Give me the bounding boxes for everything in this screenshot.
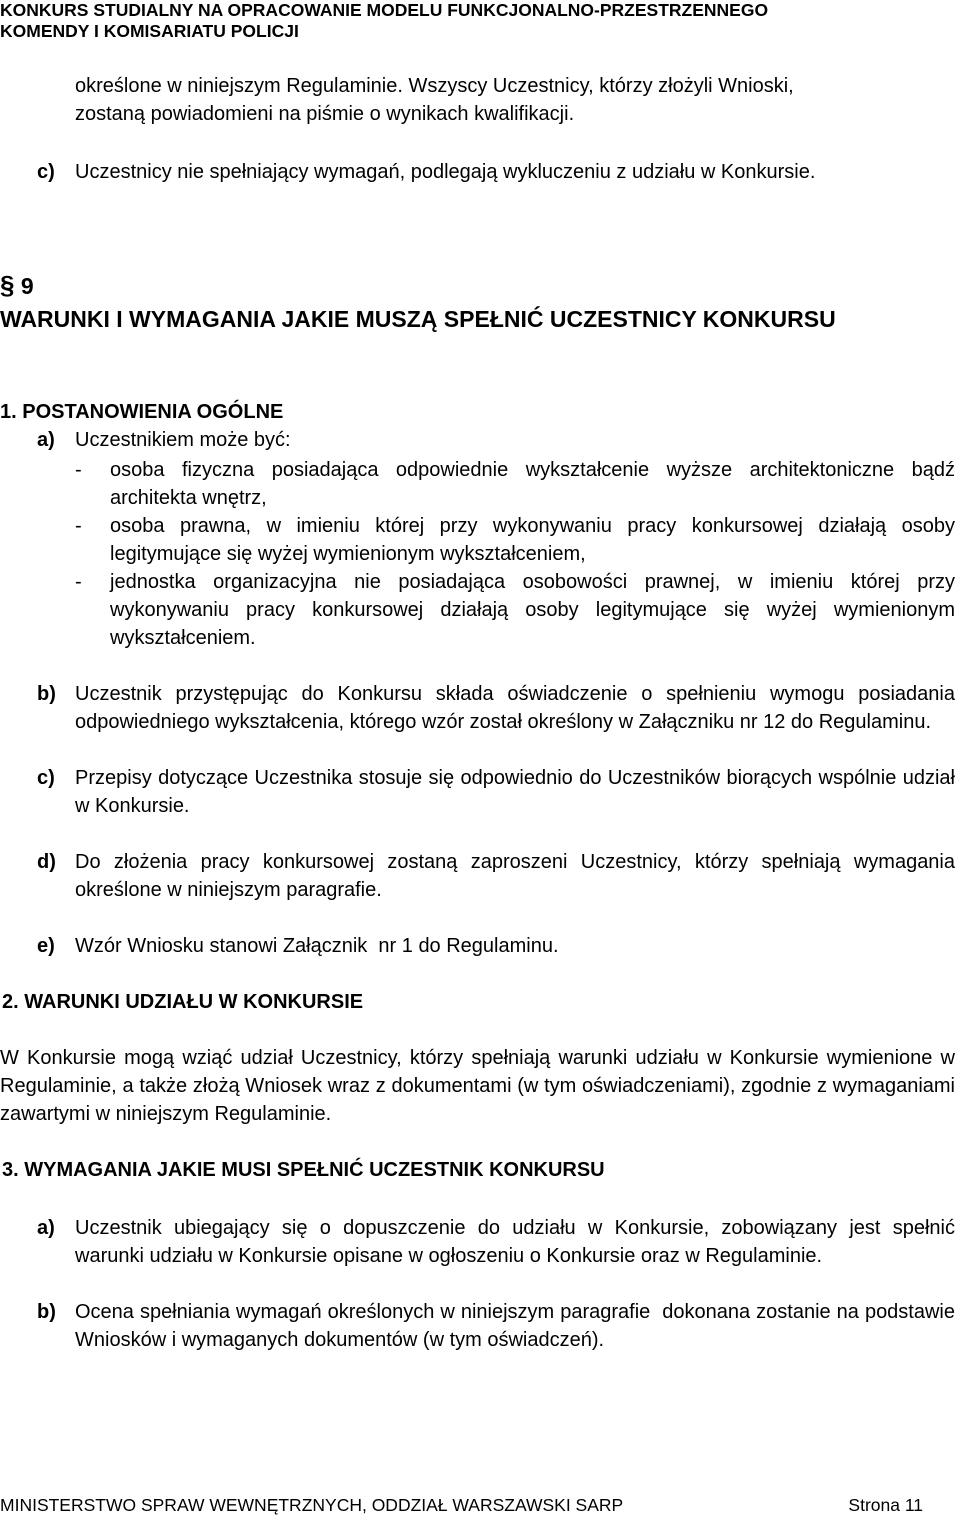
sub1-item-e <box>0 932 960 960</box>
sub1-item-e-text: Wzór Wniosku stanowi Załącznik nr 1 do Regulaminu. <box>75 935 559 957</box>
paragraph-sign: § <box>0 270 15 300</box>
sub1-item-c-label: c) <box>37 767 55 789</box>
bullet-item <box>0 568 960 652</box>
bullet-dash: - <box>75 459 82 481</box>
section-number-value: 9 <box>20 273 34 299</box>
sub3-title: 3. WYMAGANIA JAKIE MUSI SPEŁNIĆ UCZESTNIK KONKURSU <box>2 1159 605 1181</box>
sub3-item-b-text: Ocena spełniania wymagań określonych w niniejszym paragrafie dokonana zostanie na podstawie Wniosków i wymaganych dokumentów (w tym oświadczeń). <box>75 1301 961 1351</box>
page-footer <box>0 1494 960 1516</box>
sub2-paragraph: W Konkursie mogą wziąć udział Uczestnicy, którzy spełniają warunki udziału w Konkursie wymienione w Regulaminie, a także złożą Wniosek wraz z dokumentami (w tym oświadczeniami), zgodnie z wymaganiami zawartymi w niniejszym Regulaminie. <box>0 1047 955 1125</box>
section-number <box>0 268 960 303</box>
intro-line-1: określone w niniejszym Regulaminie. Wszyscy Uczestnicy, którzy złożyli Wnioski, <box>75 75 794 97</box>
sub1-title: 1. POSTANOWIENIA OGÓLNE <box>0 401 284 423</box>
sub1-item-d <box>0 848 960 904</box>
bullet-dash: - <box>75 571 82 593</box>
sub1-item-b-label: b) <box>37 683 56 705</box>
footer-organization: MINISTERSTWO SPRAW WEWNĘTRZNYCH, ODDZIAŁ WARSZAWSKI SARP <box>0 1495 624 1515</box>
intro-line-2: zostaną powiadomieni na piśmie o wynikach kwalifikacji. <box>75 103 575 125</box>
sub2-title: 2. WARUNKI UDZIAŁU W KONKURSIE <box>2 991 364 1013</box>
sub1-item-a-text: Uczestnikiem może być: <box>75 429 291 451</box>
bullet-item <box>0 456 960 512</box>
item-c-top-label: c) <box>37 161 55 183</box>
page-header <box>0 0 960 42</box>
header-line-2: KOMENDY I KOMISARIATU POLICJI <box>0 21 299 41</box>
sub3-item-a <box>0 1214 960 1270</box>
bullet-item <box>0 512 960 568</box>
section-title: WARUNKI I WYMAGANIA JAKIE MUSZĄ SPEŁNIĆ UCZESTNICY KONKURSU <box>0 306 836 332</box>
item-c-top-text: Uczestnicy nie spełniający wymagań, podlegają wykluczeniu z udziału w Konkursie. <box>75 161 816 183</box>
sub1-item-c-text: Przepisy dotyczące Uczestnika stosuje się odpowiednio do Uczestników biorących wspólnie udział w Konkursie. <box>75 767 955 817</box>
bullet-text-1: osoba fizyczna posiadająca odpowiednie wykształcenie wyższe architektoniczne bądź architekta wnętrz, <box>110 459 955 509</box>
sub1-item-a <box>0 426 960 454</box>
item-c-top <box>0 158 960 186</box>
sub1-item-e-label: e) <box>37 935 55 957</box>
sub1-item-c <box>0 764 960 820</box>
sub3-item-a-label: a) <box>37 1217 55 1239</box>
sub1-item-a-label: a) <box>37 429 55 451</box>
bullet-dash: - <box>75 515 82 537</box>
sub1-item-d-label: d) <box>37 851 56 873</box>
intro-paragraph <box>0 72 960 128</box>
sub1-item-b-text: Uczestnik przystępując do Konkursu składa oświadczenie o spełnieniu wymogu posiadania odpowiedniego wykształcenia, którego wzór został określony w Załączniku nr 12 do Regulaminu. <box>75 683 955 733</box>
sub3-item-a-text: Uczestnik ubiegający się o dopuszczenie do udziału w Konkursie, zobowiązany jest spełnić warunki udziału w Konkursie opisane w ogłoszeniu o Konkursie oraz w Regulaminie. <box>75 1217 955 1267</box>
sub1-item-d-text: Do złożenia pracy konkursowej zostaną zaproszeni Uczestnicy, którzy spełniają wymagania określone w niniejszym paragrafie. <box>75 851 955 901</box>
sub1-item-b <box>0 680 960 736</box>
page-number: Strona 11 <box>848 1495 923 1515</box>
sub3-item-b-label: b) <box>37 1301 56 1323</box>
sub3-item-b <box>0 1298 960 1354</box>
bullet-text-2: osoba prawna, w imieniu której przy wykonywaniu pracy konkursowej działają osoby legitymujące się wyżej wymienionym wykształceniem, <box>110 515 955 565</box>
header-line-1: KONKURS STUDIALNY NA OPRACOWANIE MODELU FUNKCJONALNO-PRZESTRZENNEGO <box>0 0 769 20</box>
bullet-text-3: jednostka organizacyjna nie posiadająca osobowości prawnej, w imieniu której przy wykonywaniu pracy konkursowej działają osoby legitymujące się wyżej wymienionym wykształceniem. <box>110 571 955 649</box>
